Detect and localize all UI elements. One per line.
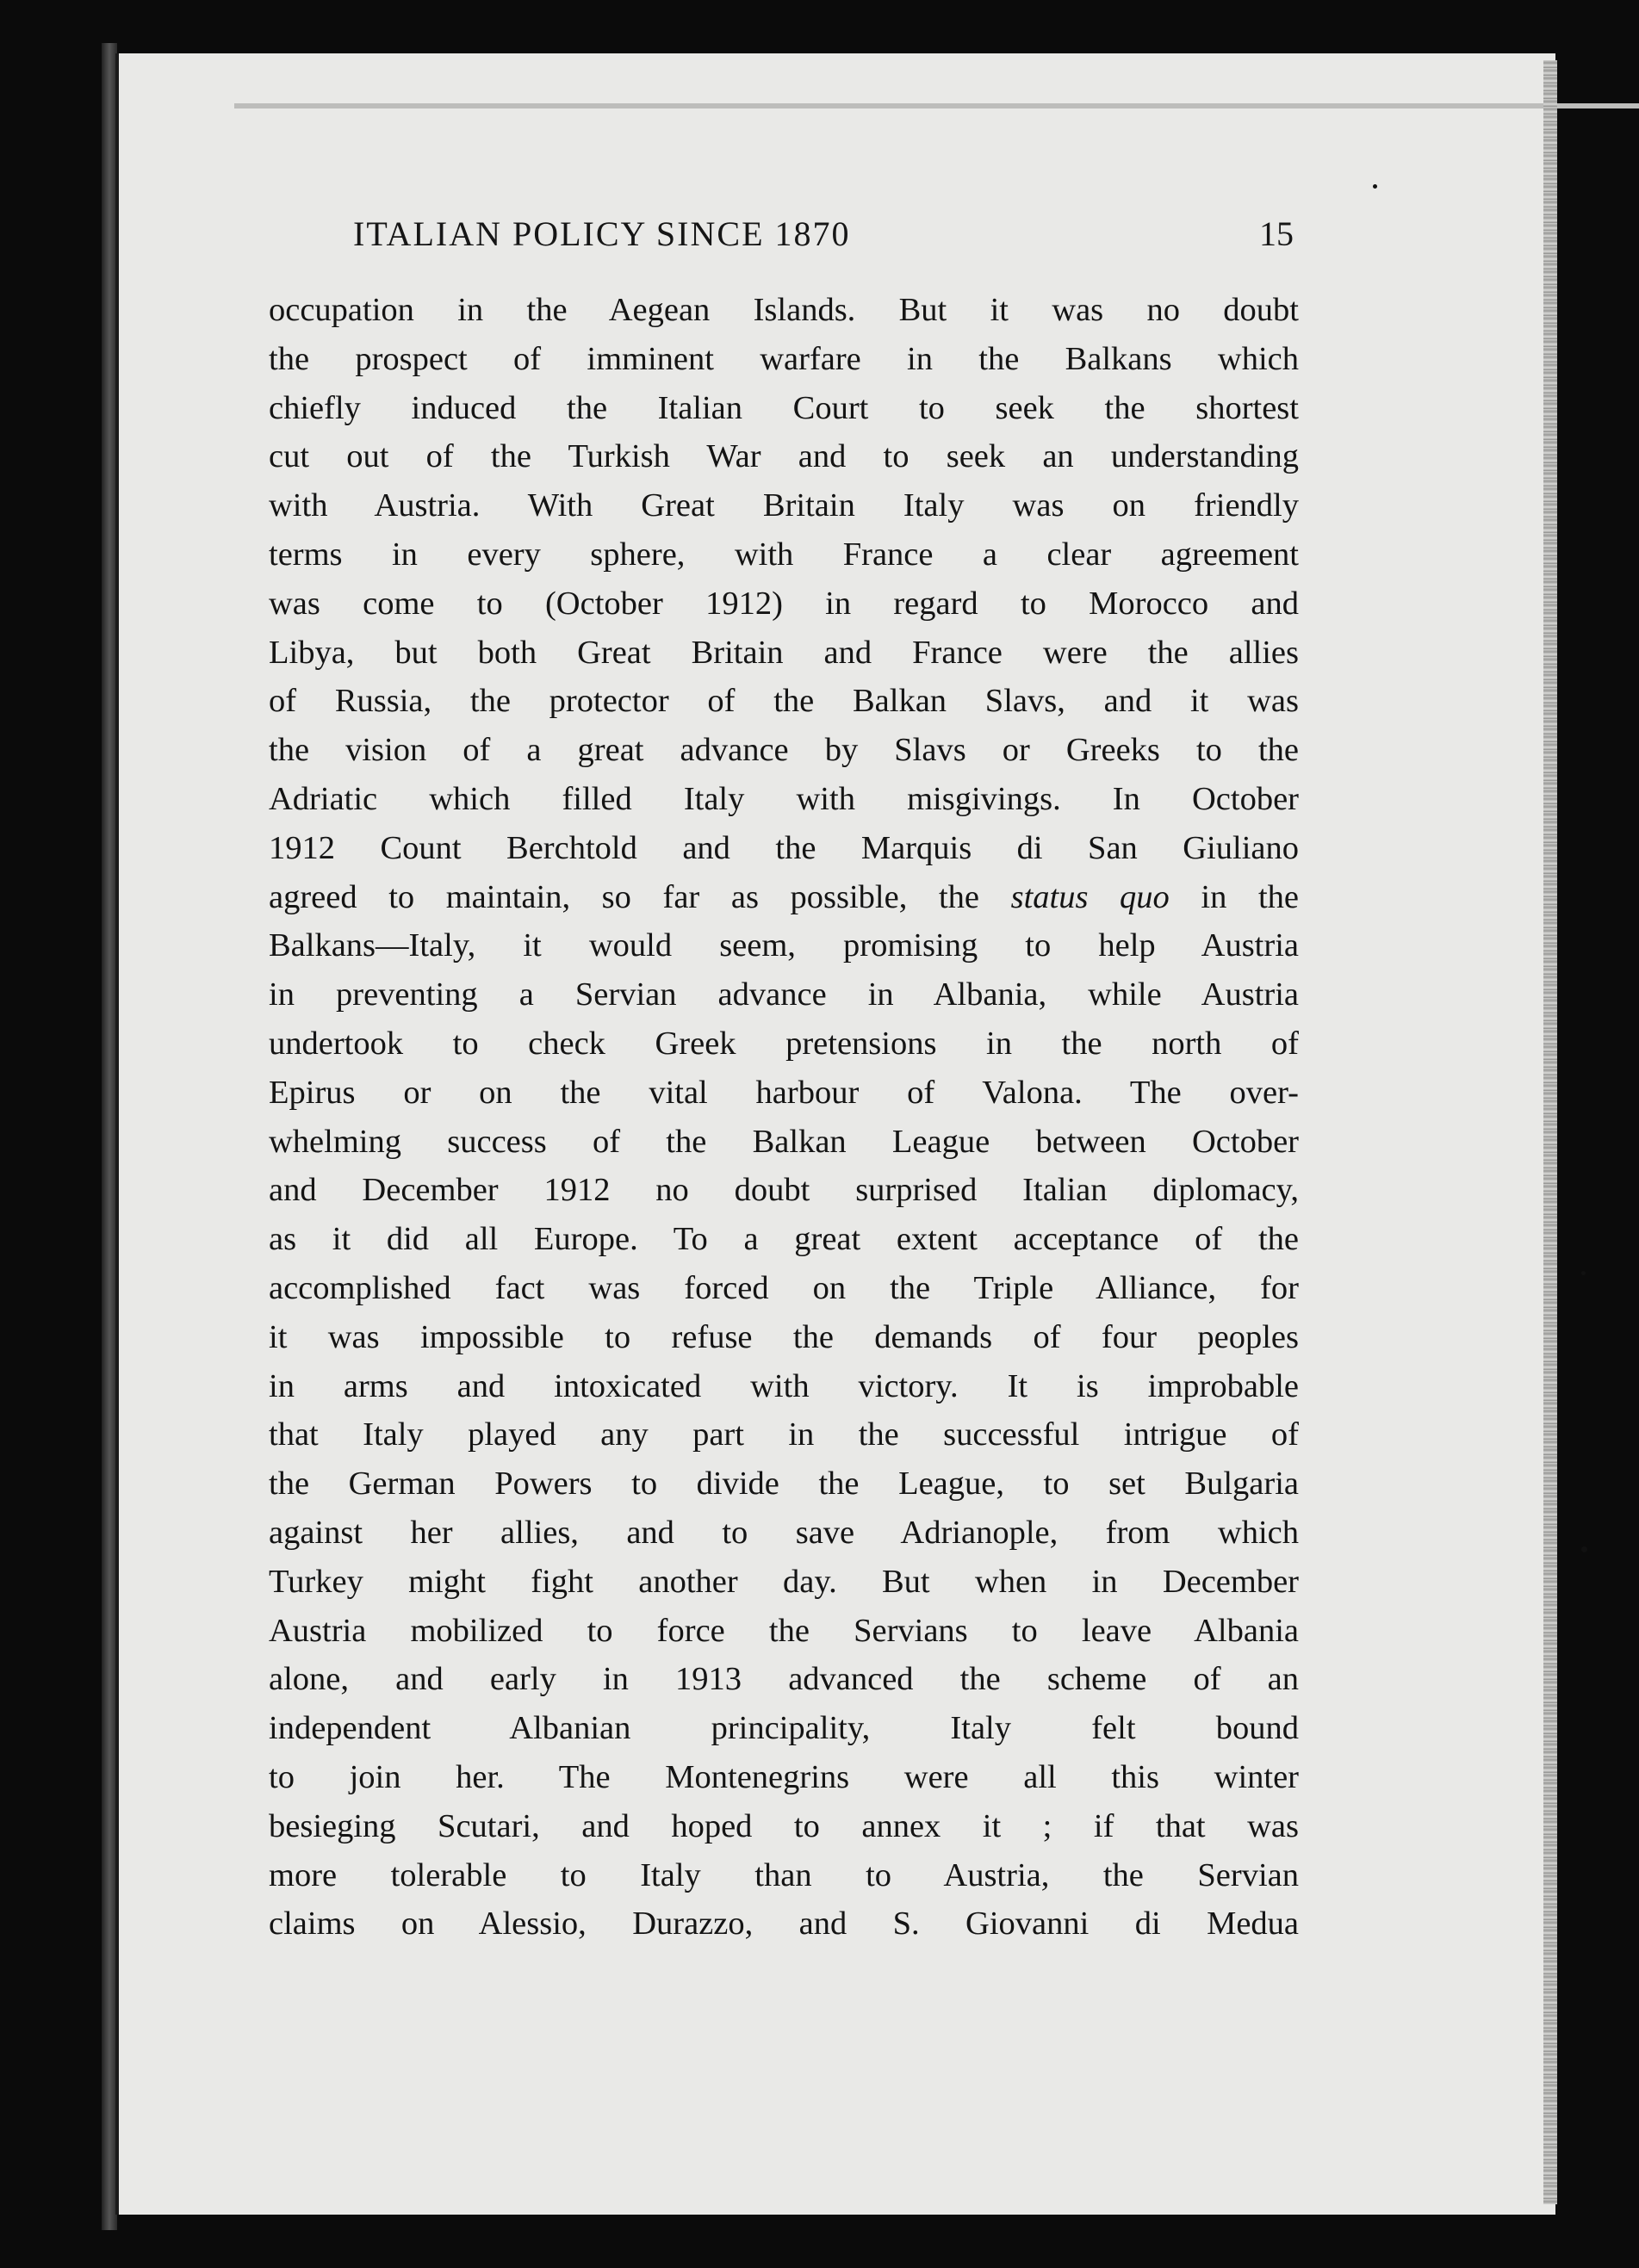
text-line: occupation in the Aegean Islands. But it was no doubt bbox=[269, 292, 1299, 328]
text-line: against her allies, and to save Adrianople, from which bbox=[269, 1514, 1299, 1551]
text-line: was come to (October 1912) in regard to Morocco and bbox=[269, 585, 1299, 622]
text-line: the prospect of imminent warfare in the Balkans which bbox=[269, 340, 1299, 377]
text-line: Turkey might fight another day. But when in December bbox=[269, 1563, 1299, 1600]
text-line: that Italy played any part in the successful intrigue of bbox=[269, 1416, 1299, 1453]
text-run: in the bbox=[1169, 878, 1300, 915]
text-line: accomplished fact was forced on the Triple Alliance, for bbox=[269, 1269, 1299, 1306]
page-top-edge bbox=[234, 103, 1639, 108]
text-line: Epirus or on the vital harbour of Valona. The over- bbox=[269, 1074, 1299, 1111]
text-line: Austria mobilized to force the Servians to leave Albania bbox=[269, 1612, 1299, 1649]
text-line: more tolerable to Italy than to Austria, the Servian bbox=[269, 1856, 1299, 1893]
text-line bbox=[269, 873, 1299, 922]
text-line: as it did all Europe. To a great extent acceptance of the bbox=[269, 1221, 1299, 1258]
scan-speck bbox=[1373, 184, 1377, 189]
body-text bbox=[269, 286, 1299, 1949]
text-line: independent Albanian principality, Italy felt bound bbox=[269, 1710, 1299, 1747]
scan-speck bbox=[1581, 1546, 1587, 1552]
scan-speck bbox=[1581, 1271, 1586, 1275]
text-line: 1912 Count Berchtold and the Marquis di San Giuliano bbox=[269, 829, 1299, 866]
text-line: the vision of a great advance by Slavs or Greeks to the bbox=[269, 732, 1299, 769]
text-line: with Austria. With Great Britain Italy was on friendly bbox=[269, 487, 1299, 524]
text-line: whelming success of the Balkan League between October bbox=[269, 1123, 1299, 1160]
text-line: to join her. The Montenegrins were all this winter bbox=[269, 1758, 1299, 1795]
text-line: alone, and early in 1913 advanced the scheme of an bbox=[269, 1661, 1299, 1698]
text-line: in arms and intoxicated with victory. It is improbable bbox=[269, 1367, 1299, 1404]
text-line: terms in every sphere, with France a clear agreement bbox=[269, 536, 1299, 573]
text-line: undertook to check Greek pretensions in the north of bbox=[269, 1025, 1299, 1062]
text-line: the German Powers to divide the League, to set Bulgaria bbox=[269, 1466, 1299, 1503]
text-run: agreed to maintain, so far as possible, the bbox=[269, 878, 1011, 915]
text-line: claims on Alessio, Durazzo, and S. Giovanni di Medua bbox=[269, 1905, 1299, 1943]
page-fore-edge bbox=[1543, 60, 1557, 2204]
text-line: Balkans—Italy, it would seem, promising to help Austria bbox=[269, 927, 1299, 964]
text-line: chiefly induced the Italian Court to seek the shortest bbox=[269, 389, 1299, 426]
running-title: ITALIAN POLICY SINCE 1870 bbox=[353, 214, 851, 253]
text-line: it was impossible to refuse the demands of four peoples bbox=[269, 1318, 1299, 1355]
text-line: besieging Scutari, and hoped to annex it ; if that was bbox=[269, 1807, 1299, 1844]
page-header bbox=[0, 214, 1639, 257]
page-number: 15 bbox=[1259, 214, 1294, 253]
text-line: cut out of the Turkish War and to seek an understanding bbox=[269, 438, 1299, 475]
text-line: of Russia, the protector of the Balkan Slavs, and it was bbox=[269, 683, 1299, 720]
text-line: and December 1912 no doubt surprised Italian diplomacy, bbox=[269, 1172, 1299, 1209]
text-line: Libya, but both Great Britain and France were the allies bbox=[269, 634, 1299, 671]
text-line: Adriatic which filled Italy with misgivings. In October bbox=[269, 780, 1299, 817]
text-line: in preventing a Servian advance in Albania, while Austria bbox=[269, 976, 1299, 1013]
italic-phrase: status quo bbox=[1010, 878, 1170, 915]
